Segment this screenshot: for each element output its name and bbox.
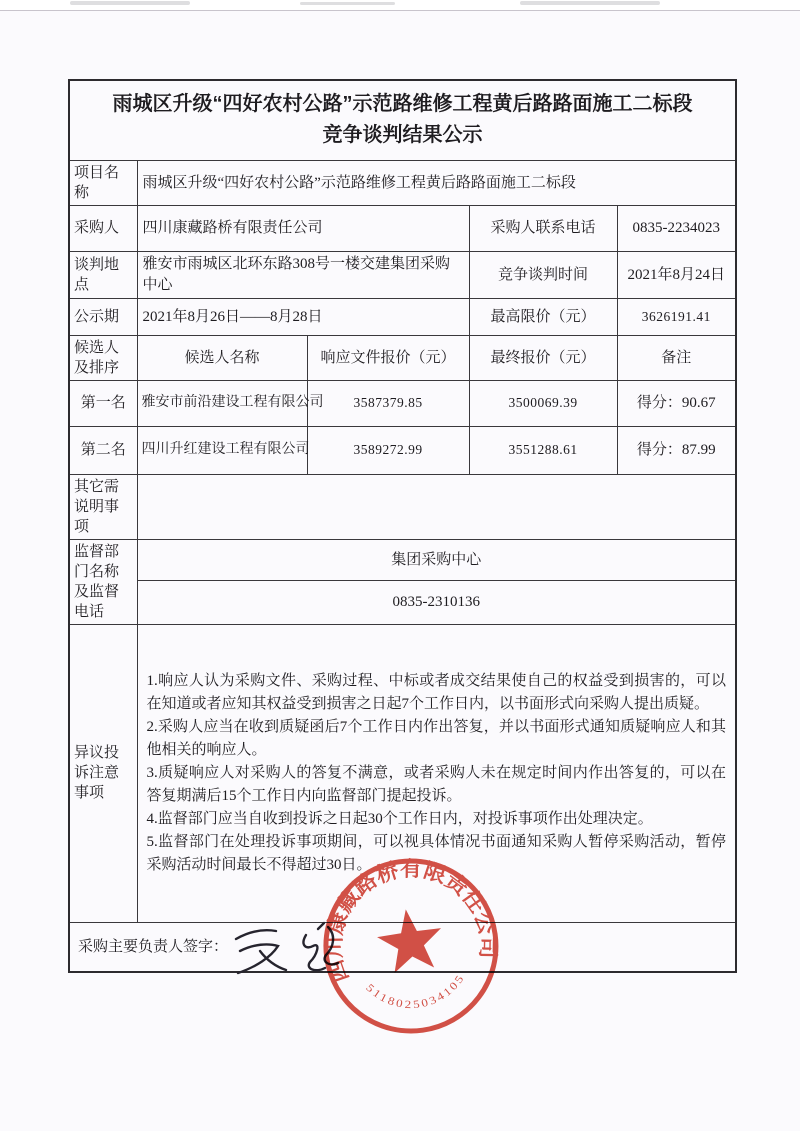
publicity-row	[69, 298, 736, 335]
negotiation-time-label: 竞争谈判时间	[469, 251, 617, 298]
publicity-period-value: 2021年8月26日——8月28日	[137, 298, 469, 335]
purchaser-label: 采购人	[69, 205, 137, 251]
candidates-header-row	[69, 335, 736, 380]
signature-row	[69, 922, 736, 972]
final-price-header: 最终报价（元）	[469, 335, 617, 380]
candidate-row-2	[69, 426, 736, 474]
objection-item: 2.采购人应当在收到质疑函后7个工作日内作出答复，并以书面形式通知质疑响应人和其他相关的响应人。	[146, 718, 727, 758]
project-name-label: 项目名称	[69, 160, 137, 205]
supervision-phone-value: 0835-2310136	[137, 581, 736, 624]
remark-header: 备注	[617, 335, 736, 380]
candidate-row-1	[69, 380, 736, 426]
candidate-remark: 得分：90.67	[617, 380, 736, 426]
notice-table	[68, 79, 737, 973]
supervision-dept-value: 集团采购中心	[137, 539, 736, 581]
supervision-row-2	[69, 581, 736, 624]
candidates-label: 候选人及排序	[69, 335, 137, 380]
negotiation-location-label: 谈判地点	[69, 251, 137, 298]
page-title-line2: 竞争谈判结果公示	[322, 124, 483, 147]
scanned-page	[0, 10, 800, 1131]
candidate-name-header: 候选人名称	[137, 335, 307, 380]
candidate-rank: 第一名	[69, 380, 137, 426]
other-notes-label: 其它需说明事项	[69, 474, 137, 539]
scan-smudge	[70, 1, 190, 5]
candidate-final-price: 3551288.61	[469, 426, 617, 474]
signature-cell	[69, 922, 736, 972]
candidate-remark: 得分：87.99	[617, 426, 736, 474]
scan-smudge	[520, 1, 660, 5]
svg-text:5118025034105	[362, 968, 471, 1017]
objection-label: 异议投诉注意事项	[69, 624, 137, 922]
other-notes-value	[137, 474, 736, 539]
signature-label: 采购主要负责人签字：	[78, 938, 229, 955]
supervision-label: 监督部门名称及监督电话	[69, 539, 137, 624]
objection-item: 1.响应人认为采购文件、采购过程、中标或者成交结果使自己的权益受到损害的，可以在知道或者应知其权益受到损害之日起7个工作日内，以书面形式向采购人提出质疑。	[146, 672, 727, 712]
purchaser-phone-label: 采购人联系电话	[469, 205, 617, 251]
objection-item: 3.质疑响应人对采购人的答复不满意，或者采购人未在规定时间内作出答复的，可以在答复期满后15个工作日内向监督部门提起投诉。	[146, 764, 727, 804]
seal-number-text: 5118025034105	[363, 972, 467, 1012]
project-row	[69, 160, 736, 205]
max-price-label: 最高限价（元）	[469, 298, 617, 335]
objection-text	[137, 624, 736, 922]
objection-item: 5.监督部门在处理投诉事项期间，可以视具体情况书面通知采购人暂停采购活动，暂停采购活动时间最长不得超过30日。	[146, 833, 727, 873]
doc-price-header: 响应文件报价（元）	[307, 335, 469, 380]
objection-item: 4.监督部门应当自收到投诉之日起30个工作日内，对投诉事项作出处理决定。	[146, 810, 653, 827]
purchaser-row	[69, 205, 736, 251]
candidate-doc-price: 3587379.85	[307, 380, 469, 426]
publicity-period-label: 公示期	[69, 298, 137, 335]
signature-handwriting	[228, 913, 358, 981]
page-title-line1: 雨城区升级“四好农村公路”示范路维修工程黄后路路面施工二标段	[112, 93, 693, 116]
candidate-doc-price: 3589272.99	[307, 426, 469, 474]
negotiation-time-value: 2021年8月24日	[617, 251, 736, 298]
candidate-rank: 第二名	[69, 426, 137, 474]
objection-row	[69, 624, 736, 922]
project-name-value: 雨城区升级“四好农村公路”示范路维修工程黄后路路面施工二标段	[137, 160, 736, 205]
scan-smudge	[300, 2, 395, 5]
negotiation-row	[69, 251, 736, 298]
max-price-value: 3626191.41	[617, 298, 736, 335]
page-title	[69, 80, 736, 160]
negotiation-location-value: 雅安市雨城区北环东路308号一楼交建集团采购中心	[137, 251, 469, 298]
supervision-row-1	[69, 539, 736, 581]
candidate-final-price: 3500069.39	[469, 380, 617, 426]
title-row	[69, 80, 736, 160]
seal-company-text: 四川康藏路桥有限责任公司	[321, 857, 501, 986]
candidate-name: 雅安市前沿建设工程有限公司	[137, 380, 307, 426]
purchaser-value: 四川康藏路桥有限责任公司	[137, 205, 469, 251]
purchaser-phone-value: 0835-2234023	[617, 205, 736, 251]
candidate-name: 四川升红建设工程有限公司	[137, 426, 307, 474]
other-notes-row	[69, 474, 736, 539]
